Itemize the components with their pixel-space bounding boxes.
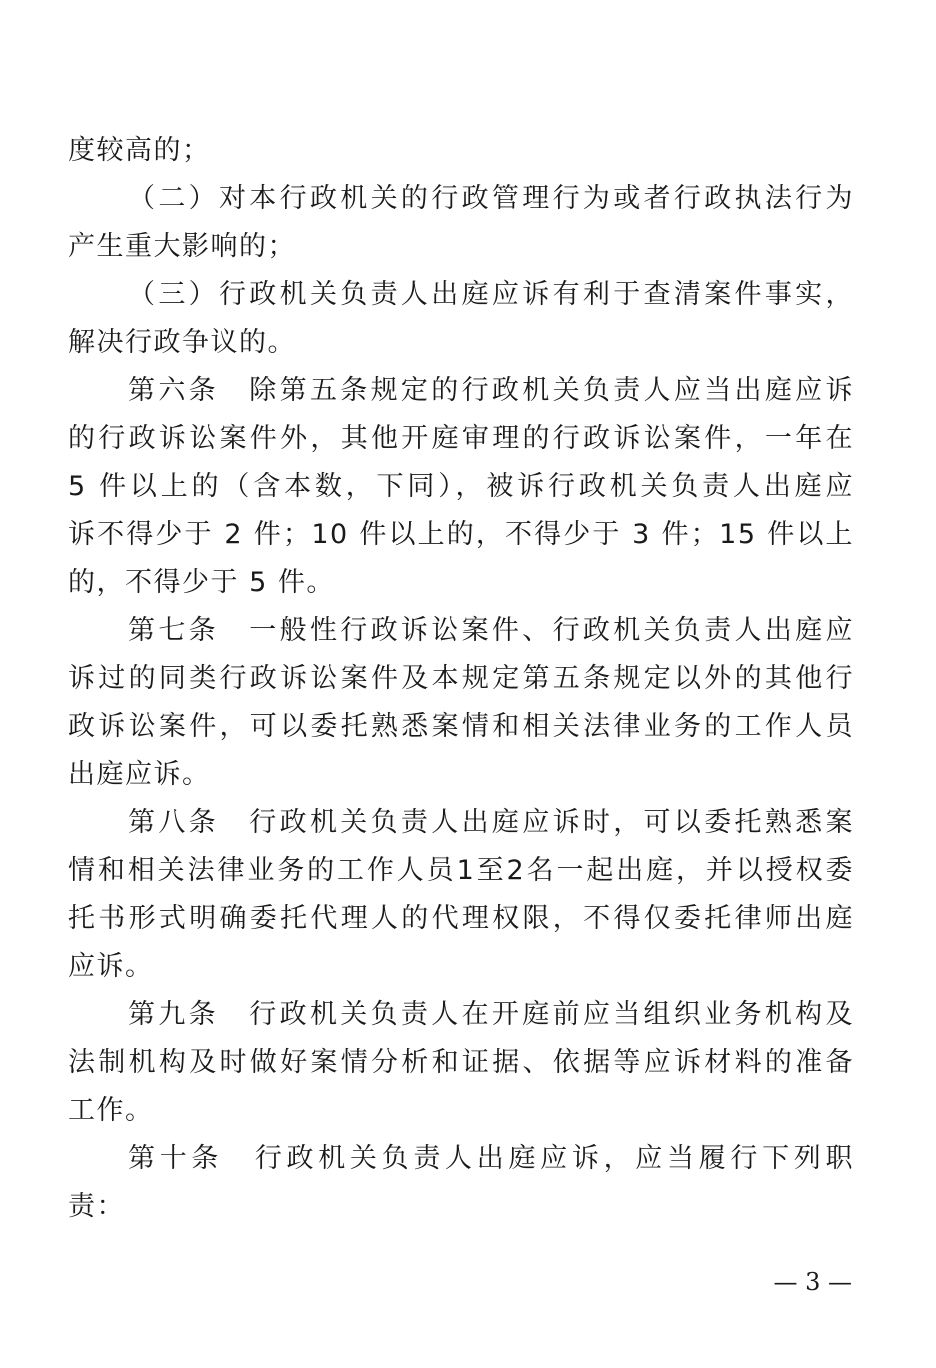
text-line: 工作。 (68, 1095, 154, 1126)
text-line: 情和相关法律业务的工作人员1至2名一起出庭，并以授权委 (68, 855, 854, 886)
text-line: 托书形式明确委托代理人的代理权限，不得仅委托律师出庭 (68, 903, 854, 934)
text-line: 责： (68, 1191, 125, 1222)
text-line: 诉过的同类行政诉讼案件及本规定第五条规定以外的其他行 (68, 663, 854, 694)
text-line: 的行政诉讼案件外，其他开庭审理的行政诉讼案件，一年在 (68, 423, 854, 454)
text-line: 解决行政争议的。 (68, 327, 296, 358)
text-line: 产生重大影响的； (68, 231, 296, 262)
text-line: 法制机构及时做好案情分析和证据、依据等应诉材料的准备 (68, 1047, 854, 1078)
text-line: 诉不得少于 2 件；10 件以上的，不得少于 3 件；15 件以上 (68, 519, 854, 550)
text-line: 度较高的； (68, 135, 211, 166)
text-line: 出庭应诉。 (68, 759, 211, 790)
text-line: 政诉讼案件，可以委托熟悉案情和相关法律业务的工作人员 (68, 711, 854, 742)
text-line: （三）行政机关负责人出庭应诉有利于查清案件事实， (128, 279, 854, 310)
text-line: 5 件以上的（含本数，下同），被诉行政机关负责人出庭应 (68, 471, 854, 502)
article-8-heading-line: 第八条 行政机关负责人出庭应诉时，可以委托熟悉案 (128, 807, 854, 838)
text-line: 的，不得少于 5 件。 (68, 567, 335, 598)
article-9-heading-line: 第九条 行政机关负责人在开庭前应当组织业务机构及 (128, 999, 854, 1030)
article-7-heading-line: 第七条 一般性行政诉讼案件、行政机关负责人出庭应 (128, 615, 854, 646)
page-number: — 3 — (773, 1268, 852, 1296)
text-line: 应诉。 (68, 951, 154, 982)
article-10-heading-line: 第十条 行政机关负责人出庭应诉，应当履行下列职 (128, 1143, 854, 1174)
text-line: （二）对本行政机关的行政管理行为或者行政执法行为 (128, 183, 854, 214)
article-6-heading-line: 第六条 除第五条规定的行政机关负责人应当出庭应诉 (128, 375, 854, 406)
